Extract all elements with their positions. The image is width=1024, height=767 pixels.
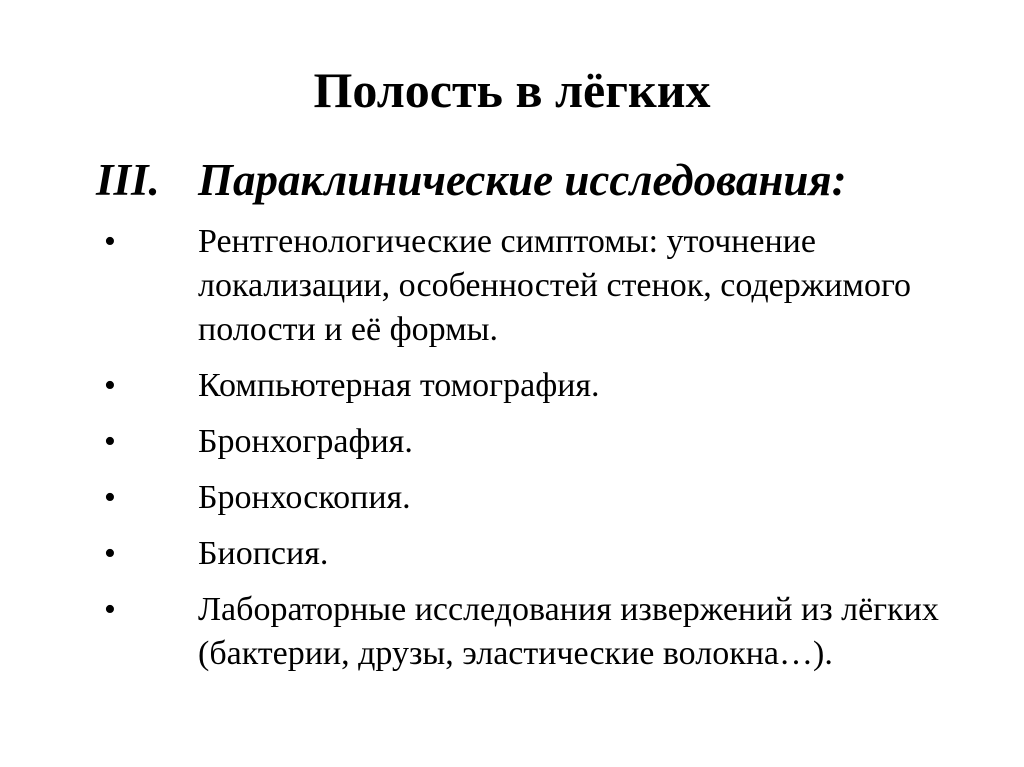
list-item-text: Рентгенологические симптомы: уточнение локализации, особенностей стенок, содержимого полости и её формы.: [198, 223, 912, 348]
slide-title: Полость в лёгких: [313, 62, 711, 118]
list-item-text: Компьютерная томография.: [198, 367, 600, 404]
bullet-icon: •: [104, 423, 116, 460]
list-item-text: Бронхография.: [198, 423, 413, 460]
bullet-icon: •: [104, 479, 116, 516]
list-item: [96, 364, 996, 408]
section-number: III.: [96, 155, 160, 205]
bullet-icon: •: [104, 591, 116, 628]
list-item: [96, 532, 996, 576]
bullet-icon: •: [104, 367, 116, 404]
list-item: [96, 588, 958, 676]
list-item: [96, 476, 996, 520]
bullet-list: [96, 220, 996, 688]
list-item: [96, 420, 996, 464]
section-heading-text: Параклинические исследования:: [198, 155, 847, 205]
list-item-text: Лабораторные исследования извержений из лёгких (бактерии, друзы, эластические волокна…).: [198, 591, 939, 672]
list-item: [96, 220, 918, 352]
bullet-icon: •: [104, 535, 116, 572]
section-heading: [96, 152, 847, 208]
list-item-text: Бронхоскопия.: [198, 479, 411, 516]
list-item-text: Биопсия.: [198, 535, 329, 572]
bullet-icon: •: [104, 223, 116, 260]
